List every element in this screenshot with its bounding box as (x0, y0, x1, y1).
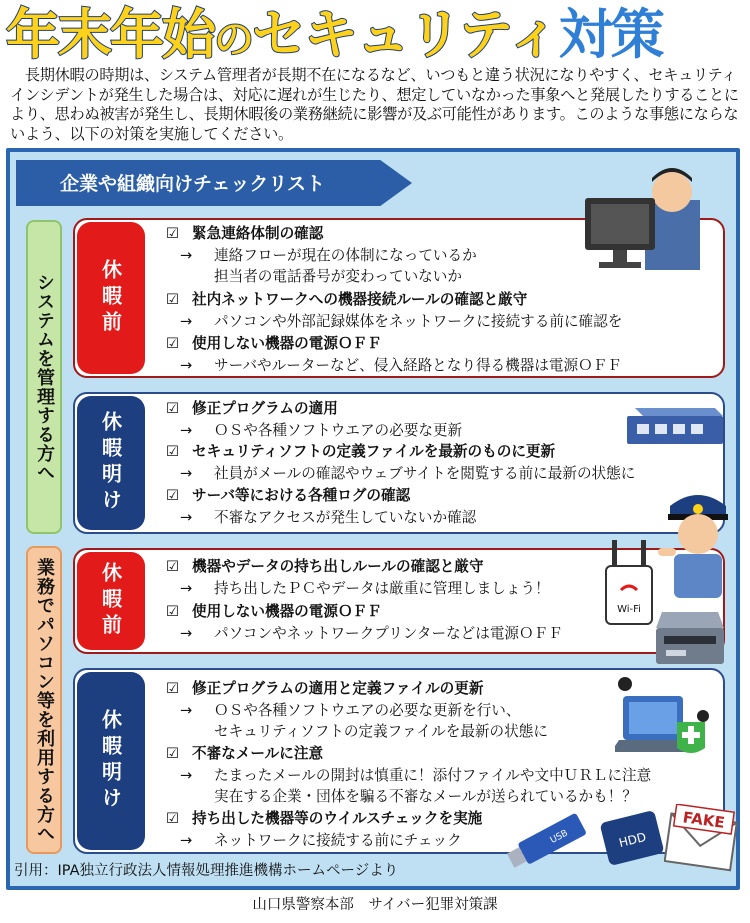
tag-before-user: 休暇前 (77, 552, 145, 650)
checklist-detail: → ＯＳや各種ソフトウエアの必要な更新 (180, 422, 463, 439)
title-no: の (214, 17, 252, 63)
checklist-heading: ☑ サーバ等における各種ログの確認 (166, 487, 410, 505)
checklist-detail: → 社員がメールの確認やウェブサイトを閲覧する前に最新の状態に (180, 465, 636, 482)
checklist-detail: セキュリティソフトの定義ファイルを最新の状態に (214, 723, 548, 740)
checklist-heading: ☑ 使用しない機器の電源ＯＦＦ (166, 603, 382, 621)
checklist-heading: ☑ 修正プログラムの適用 (166, 400, 338, 418)
wifi-router-icon (604, 540, 654, 626)
page-title (6, 2, 663, 68)
checklist-heading: ☑ 使用しない機器の電源ＯＦＦ (166, 335, 382, 353)
hdd-icon (596, 806, 668, 870)
title-main: 年末年始 (6, 3, 214, 66)
side-label-admins: システムを管理する方へ (26, 220, 62, 534)
fake-email-icon (664, 804, 740, 876)
footer-credit: 山口県警察本部 サイバー犯罪対策課 (252, 897, 498, 913)
police-officer-icon (652, 484, 744, 600)
svg-text:HDD: HDD (617, 829, 648, 851)
checklist-heading: ☑ セキュリティソフトの定義ファイルを最新のものに更新 (166, 443, 555, 461)
checklist-detail: → たまったメールの開封は慎重に！添付ファイルや文中ＵＲＬに注意 (180, 767, 652, 784)
tag-before-admin: 休暇前 (77, 222, 145, 374)
title-security: セキュリティ (252, 3, 559, 66)
checklist-detail: 担当者の電話番号が変わっていないか (214, 268, 462, 285)
checklist-detail: → パソコンや外部記録媒体をネットワークに接続する前に確認を (180, 313, 623, 330)
admin-computer-icon (585, 160, 705, 272)
svg-text:Wi-Fi: Wi-Fi (617, 604, 641, 615)
checklist-detail: → 持ち出したＰＣやデータは厳重に管理しましょう！ (180, 580, 550, 597)
checklist-detail: → 連絡フローが現在の体制になっているか (180, 247, 477, 264)
checklist-detail: → ネットワークに接続する前にチェック (180, 832, 462, 849)
checklist-heading: ☑ 修正プログラムの適用と定義ファイルの更新 (166, 680, 483, 698)
citation: 引用：IPA独立行政法人情報処理推進機構ホームページより (14, 863, 399, 879)
checklist-detail: → サーバやルーターなど、侵入経路となり得る機器は電源ＯＦＦ (180, 357, 622, 374)
checklist-banner-text: 企業や組織向けチェックリスト (60, 173, 326, 195)
printer-icon (654, 606, 726, 668)
network-hub-icon (625, 398, 725, 448)
svg-text:USB: USB (548, 828, 570, 846)
checklist-heading: ☑ 社内ネットワークへの機器接続ルールの確認と厳守 (166, 291, 527, 309)
checklist-heading: ☑ 機器やデータの持ち出しルールの確認と厳守 (166, 558, 484, 576)
title-measures: 対策 (558, 3, 663, 66)
checklist-detail: 実在する企業・団体を騙る不審なメールが送られているかも！？ (214, 788, 637, 805)
checklist-detail: → パソコンやネットワークプリンターなどは電源ＯＦＦ (180, 625, 563, 642)
checklist-heading: ☑ 不審なメールに注意 (166, 745, 323, 763)
intro-paragraph: 長期休暇の時期は、システム管理者が長期不在になるなど、いつもと違う状況になりやすく、セキュリティインシデントが発生した場合は、対応に遅れが生じたり、想定していなかった事象へと発展したりすることにより、思わぬ被害が発生し、長期休暇後の業務継続に影響が及ぶ可能性があります。このような事態にならないよう、以下の対策を実施してください。 (10, 66, 739, 143)
tag-after-admin: 休暇明け (77, 396, 145, 530)
checklist-heading: ☑ 持ち出した機器等のウイルスチェックを実施 (166, 810, 482, 828)
tag-after-user: 休暇明け (77, 672, 145, 850)
checklist-detail: → 不審なアクセスが発生していないか確認 (180, 509, 477, 526)
infected-pc-icon (615, 676, 711, 758)
side-label-users: 業務でパソコン等を利用する方へ (26, 546, 62, 854)
checklist-heading: ☑ 緊急連絡体制の確認 (166, 225, 323, 243)
usb-stick-icon (500, 810, 592, 874)
checklist-detail: → ＯＳや各種ソフトウエアの必要な更新を行い、 (180, 702, 521, 719)
svg-text:FAKE: FAKE (681, 808, 726, 832)
